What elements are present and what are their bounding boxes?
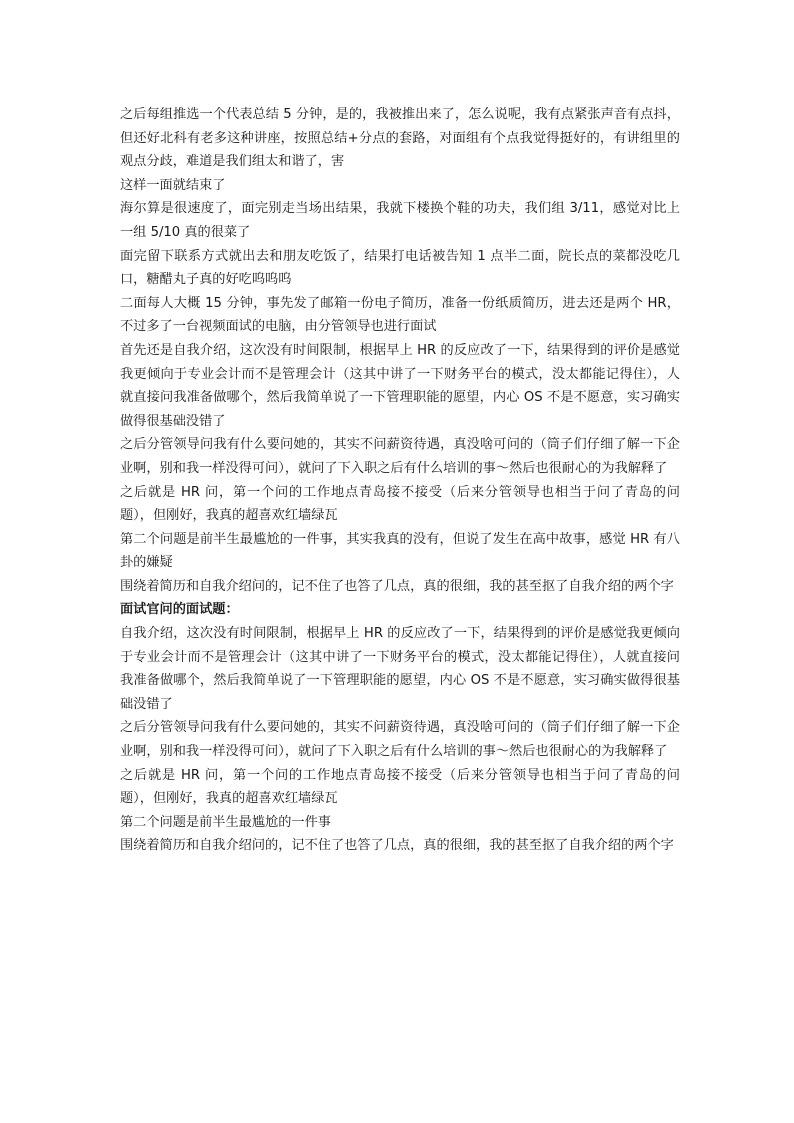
paragraph-first-round-end: 这样一面就结束了	[120, 177, 226, 193]
question-hr-location: 之后就是 HR 问，第一个问的工作地点青岛接不接受（后来分管领导也相当于问了青岛的问题），但刚好，我真的超喜欢红墙绿瓦	[120, 767, 680, 807]
paragraph-haier-result: 海尔算是很速度了，面完别走当场出结果，我就下楼换个鞋的功夫，我们组 3/11，感觉对比上一组 5/10 真的很菜了	[120, 201, 680, 240]
question-leader: 之后分管领导问我有什么要问她的，其实不问薪资待遇，真没啥可问的（筒子们仔细了解一下企业啊，别和我一样没得可问），就问了下入职之后有什么培训的事～然后也很耐心的为我解释了	[120, 720, 680, 760]
paragraph-second-round-format: 二面每人大概 15 分钟，事先发了邮箱一份电子简历，准备一份纸质简历，进去还是两个 HR，不过多了一台视频面试的电脑，由分管领导也进行面试	[120, 295, 680, 335]
document-page	[120, 103, 680, 858]
paragraph-hr-location: 之后就是 HR 问，第一个问的工作地点青岛接不接受（后来分管领导也相当于问了青岛的问题），但刚好，我真的超喜欢红墙绿瓦	[120, 484, 680, 524]
section-heading-interview-questions: 面试官问的面试题：	[120, 602, 239, 618]
paragraph-second-round-notice: 面完留下联系方式就出去和朋友吃饭了，结果打电话被告知 1 点半二面，院长点的菜都没吃几口，糖醋丸子真的好吃呜呜呜	[120, 248, 680, 288]
question-resume: 围绕着简历和自我介绍问的，记不住了也答了几点，真的很细，我的甚至抠了自我介绍的两个字	[120, 838, 674, 854]
paragraph-embarrassing-question: 第二个问题是前半生最尴尬的一件事，其实我真的没有，但说了发生在高中故事，感觉 HR 有八卦的嫌疑	[120, 531, 680, 571]
question-self-intro: 自我介绍，这次没有时间限制，根据早上 HR 的反应改了一下，结果得到的评价是感觉我更倾向于专业会计而不是管理会计（这其中讲了一下财务平台的模式，没太都能记得住），人就直接问我准备做哪个，然后我简单说了一下管理职能的愿望，内心 OS 不是不愿意，实习确实做得很基础没错了	[120, 626, 680, 712]
question-embarrassing: 第二个问题是前半生最尴尬的一件事	[120, 814, 331, 830]
paragraph-representative-summary: 之后每组推选一个代表总结 5 分钟，是的，我被推出来了，怎么说呢，我有点紧张声音有点抖，但还好北科有老多这种讲座，按照总结+分点的套路，对面组有个点我觉得挺好的，有讲组里的观点分歧，难道是我们组太和谐了，害	[120, 107, 680, 170]
paragraph-resume-questions: 围绕着简历和自我介绍问的，记不住了也答了几点，真的很细，我的甚至抠了自我介绍的两个字	[120, 578, 674, 594]
paragraph-self-intro: 首先还是自我介绍，这次没有时间限制，根据早上 HR 的反应改了一下，结果得到的评价是感觉我更倾向于专业会计而不是管理会计（这其中讲了一下财务平台的模式，没太都能记得住），人就直接问我准备做哪个，然后我简单说了一下管理职能的愿望，内心 OS 不是不愿意，实习确实做得很基础没错了	[120, 342, 680, 429]
paragraph-leader-questions: 之后分管领导问我有什么要问她的，其实不问薪资待遇，真没啥可问的（筒子们仔细了解一下企业啊，别和我一样没得可问），就问了下入职之后有什么培训的事～然后也很耐心的为我解释了	[120, 437, 680, 476]
